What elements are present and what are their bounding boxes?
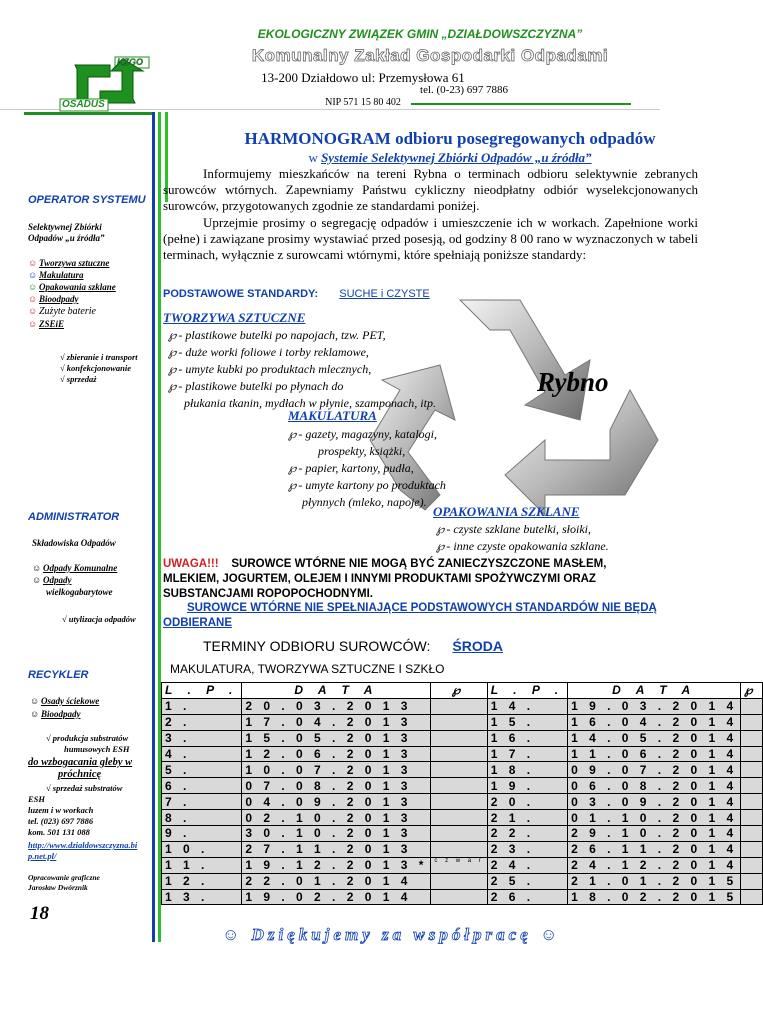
leaf-icon: ℘: [288, 478, 297, 492]
glass-list: [436, 521, 609, 555]
logo-osadus-text: OSADUS: [62, 99, 105, 110]
smile-icon: ☺: [540, 925, 562, 944]
paragraph-1: Informujemy mieszkańców na tereni Rybna o terminach odbioru selektywnie zebranych surowców wtórnych. Zapewniamy Państwu cykliczny nieodpłatny odbiór wyselekcjonowanych surowców, przygotowanych zgodnie ze standardami poniżej.: [163, 166, 698, 213]
lp-cell: 1 3 .: [162, 889, 242, 905]
page-title: HARMONOGRAM odbioru posegregowanych odpadów: [244, 129, 656, 148]
empty-cell: [741, 778, 762, 794]
date-cell: 1 9 . 0 3 . 2 0 1 4: [568, 698, 741, 714]
warning-text-2: MLEKIEM, JOGURTEM, OLEJEM I INNYMI PRODUKTAMI SPOŻYWCZYMI ORAZ: [163, 573, 596, 585]
lp-cell: 1 9 .: [487, 778, 567, 794]
list-item: ☺ Makulatura: [28, 270, 84, 280]
smile-icon: ☺: [30, 709, 40, 719]
list-item: ℘ - papier, kartony, pudła,: [288, 461, 414, 475]
lp-cell: 2 2 .: [487, 826, 567, 842]
table-row: [162, 714, 763, 730]
note-cell: [431, 873, 487, 889]
list-item: ☺ Bioodpady: [30, 709, 81, 719]
sidebar-recykler-heading: RECYKLER: [28, 669, 89, 681]
service-item: √ sprzedaż: [60, 374, 97, 384]
list-item: ℘ - czyste szklane butelki, słoiki,: [436, 522, 592, 536]
date-cell: 2 6 . 1 1 . 2 0 1 4: [568, 841, 741, 857]
recykler-prod-line1: √ produkcja substratów: [46, 733, 129, 743]
note-cell: [431, 841, 487, 857]
lp-cell: 8 .: [162, 810, 242, 826]
company-nip: NIP 571 15 80 402: [325, 97, 401, 108]
service-item: √ zbieranie i transport: [60, 352, 138, 362]
operator-desc-line2: Odpadów „u źródła”: [28, 233, 105, 243]
list-item: ☺ Osady ściekowe: [30, 696, 100, 706]
empty-cell: [741, 826, 762, 842]
table-row: [162, 857, 763, 873]
note-cell: [431, 698, 487, 714]
table-row: [162, 810, 763, 826]
company-name: Komunalny Zakład Gospodarki Odpadami: [251, 46, 609, 65]
recykler-use-line1: do wzbogacania gleby w: [28, 757, 133, 768]
date-cell: 1 6 . 0 4 . 2 0 1 4: [568, 714, 741, 730]
sidebar-credit: [28, 873, 100, 893]
date-cell: 2 4 . 1 2 . 2 0 1 4: [568, 857, 741, 873]
schedule-table: [161, 682, 763, 905]
table-row: [162, 730, 763, 746]
recykler-phone: tel. (023) 697 7886: [28, 816, 94, 826]
table-row: [162, 873, 763, 889]
sidebar-operator-list: [28, 257, 116, 330]
category-paper: MAKULATURA: [288, 408, 377, 423]
header-lp-2: L . P .: [487, 683, 567, 699]
smile-icon: ☺: [30, 696, 40, 706]
warning-box: [163, 557, 693, 602]
note-cell: [431, 730, 487, 746]
leaf-icon: ℘: [288, 427, 297, 441]
date-cell: 1 9 . 1 2 . 2 0 1 3 *: [242, 857, 431, 873]
date-cell: 0 4 . 0 9 . 2 0 1 3: [242, 794, 431, 810]
list-item: ☺ Odpady: [32, 575, 72, 585]
thanks-text: Dziękujemy za współpracę: [251, 925, 532, 944]
paper-extra-2: płynnych (mleko, napoje).: [302, 495, 427, 509]
sidebar-operator-desc: [28, 222, 105, 244]
note-cell: [431, 746, 487, 762]
note-cell: [431, 778, 487, 794]
smile-icon: ☺: [28, 270, 38, 280]
recykler-mobile: kom. 501 131 088: [28, 827, 90, 837]
table-row: [162, 698, 763, 714]
lp-cell: 1 4 .: [487, 698, 567, 714]
recykler-prod-line2: humusowych ESH: [64, 744, 130, 754]
empty-cell: [741, 810, 762, 826]
place-name: Rybno: [537, 367, 609, 397]
date-cell: 0 9 . 0 7 . 2 0 1 4: [568, 762, 741, 778]
empty-cell: [741, 746, 762, 762]
lp-cell: 4 .: [162, 746, 242, 762]
empty-cell: [741, 794, 762, 810]
table-row: [162, 778, 763, 794]
header-lp-1: L . P .: [162, 683, 242, 699]
header-date-1: D A T A: [242, 683, 431, 699]
date-cell: 1 1 . 0 6 . 2 0 1 4: [568, 746, 741, 762]
lp-cell: 2 .: [162, 714, 242, 730]
leaf-icon: ℘: [168, 345, 177, 359]
sidebar-operator-services: [60, 352, 138, 385]
leaf-icon: ℘: [288, 461, 297, 475]
list-item: ℘ - plastikowe butelki po płynach do: [168, 379, 344, 393]
org-name: EKOLOGICZNY ZWIĄZEK GMIN „DZIAŁDOWSZCZYZNA”: [257, 27, 583, 41]
sidebar-operator-heading: OPERATOR SYSTEMU: [28, 194, 146, 206]
leaf-icon: ℘: [168, 379, 177, 393]
list-item: ☺ Odpady Komunalne: [32, 563, 118, 573]
lp-cell: 1 8 .: [487, 762, 567, 778]
list-item: ☺ Zużyte baterie: [28, 306, 96, 317]
date-cell: 1 2 . 0 6 . 2 0 1 3: [242, 746, 431, 762]
date-cell: 1 5 . 0 5 . 2 0 1 3: [242, 730, 431, 746]
smile-icon: ☺: [32, 563, 42, 573]
header-leaf-icon-1: ℘: [431, 683, 487, 699]
admin-item-extra: wielkogabarytowe: [46, 587, 113, 597]
terms-day: ŚRODA: [452, 638, 503, 654]
date-cell: 2 9 . 1 0 . 2 0 1 4: [568, 826, 741, 842]
sidebar-admin-list: [32, 562, 117, 598]
date-cell: 1 9 . 0 2 . 2 0 1 4: [242, 889, 431, 905]
header-leaf-icon-2: ℘: [741, 683, 762, 699]
table-row: [162, 762, 763, 778]
lp-cell: 2 5 .: [487, 873, 567, 889]
list-item: ℘ - inne czyste opakowania szklane.: [436, 539, 609, 553]
leaf-icon: ℘: [436, 539, 445, 553]
plastic-list: [168, 327, 436, 412]
list-item: ☺ Opakowania szklane: [28, 282, 116, 292]
smile-icon: ☺: [28, 306, 38, 316]
empty-cell: [741, 873, 762, 889]
lp-cell: 1 7 .: [487, 746, 567, 762]
paper-extra-1: prospekty, książki,: [318, 444, 406, 458]
date-cell: 1 4 . 0 5 . 2 0 1 4: [568, 730, 741, 746]
warning-standards: [163, 601, 693, 631]
sidebar-admin-service: √ utylizacja odpadów: [62, 614, 136, 624]
table-row: [162, 746, 763, 762]
recykler-url-line1[interactable]: http://www.dzialdowszczyzna.bi: [28, 840, 138, 850]
list-item: ℘ - umyte kartony po produktach: [288, 478, 446, 492]
date-cell: 0 2 . 1 0 . 2 0 1 3: [242, 810, 431, 826]
leaf-icon: ℘: [168, 328, 177, 342]
sidebar-admin-desc: Składowiska Odpadów: [32, 538, 116, 548]
date-cell: 2 1 . 0 1 . 2 0 1 5: [568, 873, 741, 889]
list-item: ☺ Bioodpady: [28, 294, 79, 304]
date-cell: 1 7 . 0 4 . 2 0 1 3: [242, 714, 431, 730]
note-cell: [431, 794, 487, 810]
lp-cell: 1 0 .: [162, 841, 242, 857]
date-cell: 2 2 . 0 1 . 2 0 1 4: [242, 873, 431, 889]
standards-line: [163, 288, 430, 300]
note-cell: [431, 810, 487, 826]
lp-cell: 9 .: [162, 826, 242, 842]
warning-text-1: SUROWCE WTÓRNE NIE MOGĄ BYĆ ZANIECZYSZCZONE MASŁEM,: [231, 558, 607, 570]
empty-cell: [741, 698, 762, 714]
header-rule: [411, 103, 631, 105]
table-row: [162, 826, 763, 842]
smile-icon: ☺: [28, 319, 38, 329]
note-cell: c z w a r: [431, 857, 487, 873]
paper-list: [288, 426, 446, 511]
sidebar-recykler-list: [30, 695, 99, 721]
credit-line2: Jarosław Dwórznik: [28, 883, 88, 892]
date-cell: 1 0 . 0 7 . 2 0 1 3: [242, 762, 431, 778]
page-number: 18: [30, 903, 49, 924]
recykler-url-line2[interactable]: p.net.pl/: [28, 851, 57, 861]
terms-heading: [203, 638, 503, 654]
lp-cell: 2 3 .: [487, 841, 567, 857]
note-cell: [431, 889, 487, 905]
warning-text-3: SUBSTANCJAMI ROPOPOCHODNYMI.: [163, 588, 373, 600]
warning-label: UWAGA!!!: [163, 558, 219, 570]
lp-cell: 6 .: [162, 778, 242, 794]
empty-cell: [741, 762, 762, 778]
lp-cell: 1 6 .: [487, 730, 567, 746]
vertical-line-blue: [152, 112, 155, 942]
lp-cell: 2 1 .: [487, 810, 567, 826]
warning-standards-1: SUROWCE WTÓRNE NIE SPEŁNIAJĄCE PODSTAWOWYCH STANDARDÓW NIE BĘDĄ: [187, 602, 657, 614]
leaf-icon: ℘: [168, 362, 177, 376]
lp-cell: 5 .: [162, 762, 242, 778]
list-item: ℘ - umyte kubki po produktach mlecznych,: [168, 362, 372, 376]
note-cell: [431, 762, 487, 778]
smile-icon: ☺: [28, 258, 38, 268]
lp-cell: 1 1 .: [162, 857, 242, 873]
date-cell: 3 0 . 1 0 . 2 0 1 3: [242, 826, 431, 842]
service-item: √ konfekcjonowanie: [60, 363, 132, 373]
lp-cell: 2 6 .: [487, 889, 567, 905]
smile-icon: ☺: [28, 282, 38, 292]
list-item: ℘ - plastikowe butelki po napojach, tzw. PET,: [168, 328, 386, 342]
logo-kzgo-text: KZGO: [117, 57, 143, 67]
lp-cell: 2 4 .: [487, 857, 567, 873]
category-glass: OPAKOWANIA SZKLANE: [433, 504, 580, 519]
smile-icon: ☺: [32, 575, 42, 585]
warning-standards-2: ODBIERANE: [163, 617, 233, 629]
recykler-sale-line1: √ sprzedaż substratów: [46, 783, 123, 793]
note-cell: [431, 826, 487, 842]
recykler-sale-line2: ESH: [28, 794, 46, 804]
empty-cell: [741, 889, 762, 905]
list-item: ☺ ZSEiE: [28, 319, 65, 329]
smile-icon: ☺: [28, 294, 38, 304]
recykler-sale-line3: luzem i w workach: [28, 805, 94, 815]
lp-cell: 2 0 .: [487, 794, 567, 810]
company-phone: tel. (0-23) 697 7886: [420, 84, 508, 96]
lp-cell: 1 .: [162, 698, 242, 714]
table-row: [162, 794, 763, 810]
paragraph-2: Uprzejmie prosimy o segregację odpadów i umieszczenie ich w workach. Zapełnione worki (pełne) i zawiązane prosimy wystawiać przed posesją, od godziny 8 00 rano w wyznaczonych w tabeli terminach, wyłącznie z surowcami wtórnymi, które spełniają poniższe standardy:: [163, 215, 698, 262]
header-date-2: D A T A: [568, 683, 741, 699]
sidebar-admin-heading: ADMINISTRATOR: [28, 511, 120, 523]
credit-line1: Opracowanie graficzne: [28, 873, 100, 882]
page-subtitle: w Systemie Selektywnej Zbiórki Odpadów „u źródła”: [308, 150, 592, 165]
table-row: [162, 841, 763, 857]
leaf-icon: ℘: [436, 522, 445, 536]
empty-cell: [741, 714, 762, 730]
lp-cell: 7 .: [162, 794, 242, 810]
company-address: 13-200 Działdowo ul: Przemysłowa 61: [261, 70, 465, 85]
sidebar-recykler-production: [46, 733, 129, 755]
recykler-use-line2: próchnicę: [58, 769, 102, 780]
materials-line: MAKULATURA, TWORZYWA SZTUCZNE I SZKŁO: [170, 662, 445, 676]
operator-desc-line1: Selektywnej Zbiórki: [28, 222, 102, 232]
sidebar-recykler-url[interactable]: [28, 840, 137, 862]
table-row: [162, 889, 763, 905]
date-cell: 1 8 . 0 2 . 2 0 1 5: [568, 889, 741, 905]
smile-icon: ☺: [222, 925, 244, 944]
thanks-line: [222, 925, 561, 945]
empty-cell: [741, 841, 762, 857]
date-cell: 0 1 . 1 0 . 2 0 1 4: [568, 810, 741, 826]
list-item: ☺ Tworzywa sztuczne: [28, 258, 110, 268]
list-item: ℘ - duże worki foliowe i torby reklamowe,: [168, 345, 369, 359]
standards-label: PODSTAWOWE STANDARDY:: [163, 288, 319, 300]
list-item: ℘ - gazety, magazyny, katalogi,: [288, 427, 438, 441]
date-cell: 2 0 . 0 3 . 2 0 1 3: [242, 698, 431, 714]
sidebar-recykler-use: [28, 757, 132, 781]
date-cell: 0 6 . 0 8 . 2 0 1 4: [568, 778, 741, 794]
plastic-extra: płukania tkanin, mydłach w płynie, szamponach, itp.: [184, 396, 436, 410]
lp-cell: 1 5 .: [487, 714, 567, 730]
terms-label: TERMINY ODBIORU SUROWCÓW:: [203, 638, 431, 654]
date-cell: 0 7 . 0 8 . 2 0 1 3: [242, 778, 431, 794]
table-header-row: [162, 683, 763, 699]
category-plastic: TWORZYWA SZTUCZNE: [163, 310, 306, 325]
date-cell: 2 7 . 1 1 . 2 0 1 3: [242, 841, 431, 857]
lp-cell: 1 2 .: [162, 873, 242, 889]
empty-cell: [741, 730, 762, 746]
lp-cell: 3 .: [162, 730, 242, 746]
date-cell: 0 3 . 0 9 . 2 0 1 4: [568, 794, 741, 810]
standards-value: SUCHE i CZYSTE: [339, 288, 430, 300]
empty-cell: [741, 857, 762, 873]
sidebar-recykler-sale: [28, 783, 122, 838]
note-cell: [431, 714, 487, 730]
